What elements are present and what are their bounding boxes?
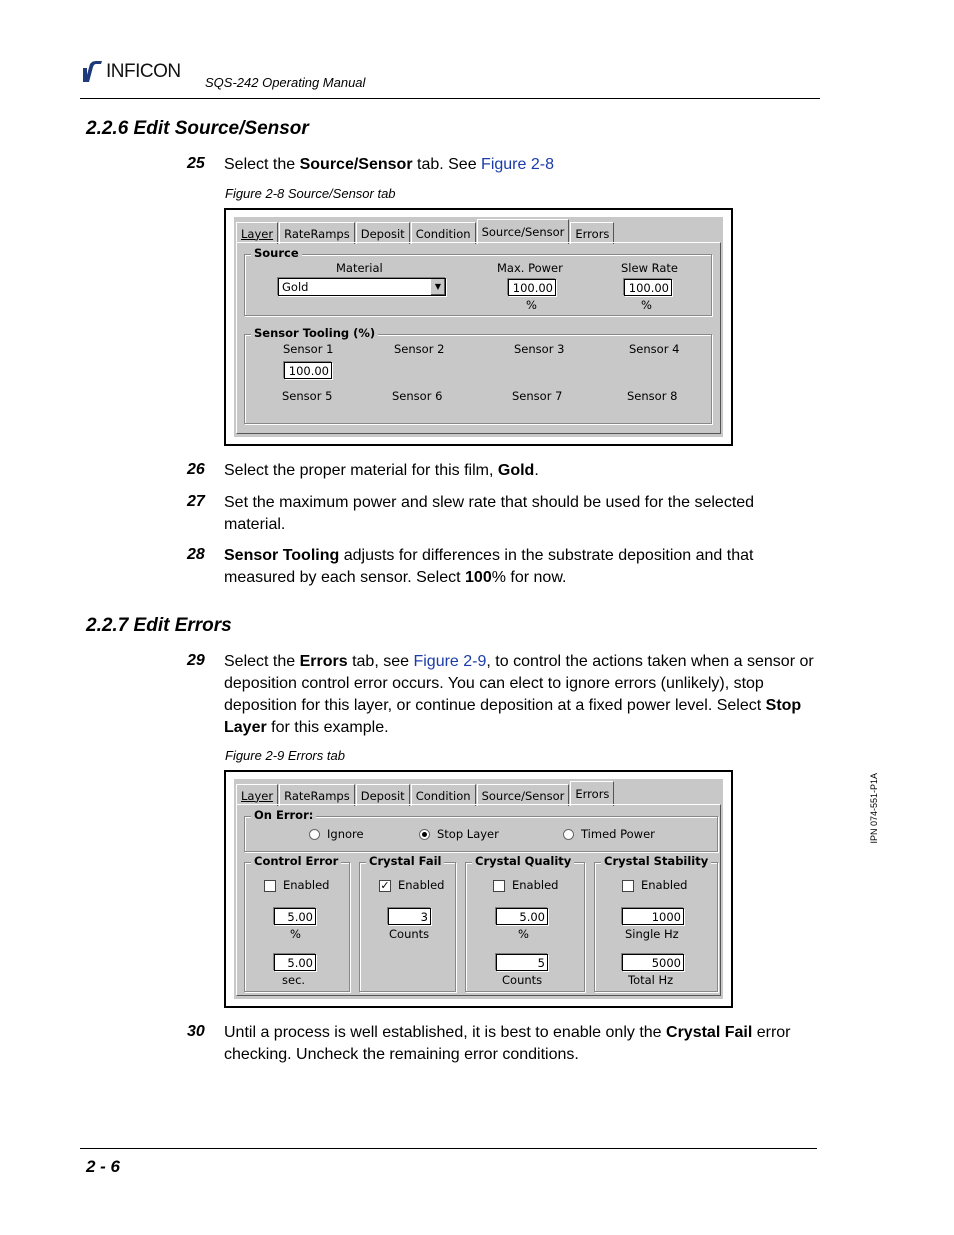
tab-deposit[interactable]: Deposit bbox=[356, 222, 410, 244]
control-error-percent-input[interactable]: 5.00 bbox=[274, 908, 316, 925]
group-title: On Error: bbox=[251, 808, 316, 822]
max-power-input[interactable]: 100.00 bbox=[508, 279, 556, 296]
footer-divider bbox=[80, 1148, 817, 1149]
section-heading-2-2-7: 2.2.7 Edit Errors bbox=[86, 615, 232, 636]
sensor-7-label: Sensor 7 bbox=[512, 389, 563, 403]
ignore-radio[interactable] bbox=[309, 829, 320, 840]
figure-caption: Figure 2-8 Source/Sensor tab bbox=[225, 186, 396, 201]
group-title: Source bbox=[251, 246, 302, 260]
step-number: 29 bbox=[187, 652, 205, 669]
header-divider bbox=[80, 98, 820, 99]
tab-panel bbox=[236, 242, 721, 434]
radio-selected-dot bbox=[422, 832, 427, 837]
single-hz-input[interactable]: 1000 bbox=[622, 908, 684, 925]
section-heading-2-2-6: 2.2.6 Edit Source/Sensor bbox=[86, 118, 309, 139]
crystal-fail-enabled-checkbox[interactable] bbox=[379, 880, 391, 892]
step-number: 27 bbox=[187, 493, 205, 510]
manual-title: SQS-242 Operating Manual bbox=[205, 75, 366, 90]
tab-condition[interactable]: Condition bbox=[411, 784, 476, 806]
sensor-5-label: Sensor 5 bbox=[282, 389, 333, 403]
on-error-group bbox=[244, 808, 718, 852]
step-text: Select the Source/Sensor tab. See Figure 2-8 bbox=[224, 156, 554, 173]
unit-label: % bbox=[518, 927, 529, 941]
material-select[interactable]: Gold ▼ bbox=[278, 278, 446, 296]
step-number: 28 bbox=[187, 546, 205, 563]
inficon-logo-mark-icon bbox=[82, 60, 104, 84]
sensor-3-label: Sensor 3 bbox=[514, 342, 565, 356]
figure-caption: Figure 2-9 Errors tab bbox=[225, 748, 345, 763]
timed-power-label: Timed Power bbox=[581, 827, 655, 841]
slew-rate-label: Slew Rate bbox=[621, 261, 679, 275]
step-text: Until a process is well established, it is best to enable only the Crystal Fail error checking. Uncheck the remaining error conditions. bbox=[224, 1024, 791, 1063]
crystal-stability-enabled-checkbox[interactable] bbox=[622, 880, 634, 892]
ignore-label: Ignore bbox=[327, 827, 364, 841]
figure-source-sensor-screenshot bbox=[224, 208, 733, 446]
tab-source-sensor[interactable]: Source/Sensor bbox=[477, 784, 570, 806]
enabled-label: Enabled bbox=[283, 878, 330, 892]
group-title: Control Error bbox=[251, 854, 341, 868]
figure-errors-screenshot bbox=[224, 770, 733, 1008]
tab-errors[interactable]: Errors bbox=[570, 222, 614, 244]
sensor-1-input[interactable]: 100.00 bbox=[284, 362, 332, 379]
tab-source-sensor[interactable]: Source/Sensor bbox=[477, 219, 570, 244]
unit-label: sec. bbox=[282, 973, 306, 987]
crystal-quality-enabled-checkbox[interactable] bbox=[493, 880, 505, 892]
control-error-seconds-input[interactable]: 5.00 bbox=[274, 954, 316, 971]
sensor-4-label: Sensor 4 bbox=[629, 342, 680, 356]
dialog bbox=[234, 217, 723, 437]
stop-layer-radio[interactable] bbox=[419, 829, 430, 840]
enabled-label: Enabled bbox=[398, 878, 445, 892]
group-title: Sensor Tooling (%) bbox=[251, 326, 378, 340]
sensor-tooling-group bbox=[244, 326, 712, 424]
sensor-2-label: Sensor 2 bbox=[394, 342, 445, 356]
unit-label: Total Hz bbox=[628, 973, 674, 987]
unit-label: % bbox=[641, 298, 652, 312]
tab-deposit[interactable]: Deposit bbox=[356, 784, 410, 806]
tab-rateramps[interactable]: RateRamps bbox=[279, 784, 355, 806]
tab-layer[interactable]: Layer bbox=[236, 222, 278, 244]
unit-label: % bbox=[526, 298, 537, 312]
dialog bbox=[234, 779, 723, 999]
unit-label: Counts bbox=[389, 927, 430, 941]
enabled-label: Enabled bbox=[512, 878, 559, 892]
sensor-1-label: Sensor 1 bbox=[283, 342, 334, 356]
timed-power-radio[interactable] bbox=[563, 829, 574, 840]
step-text: Select the proper material for this film, Gold. bbox=[224, 462, 539, 479]
step-text: Select the Errors tab, see Figure 2-9, to control the actions taken when a sensor or deposition control error occurs. You can elect to ignore errors (unlikely), stop deposition for this layer, or continue deposition at a fixed power level. Select Stop Layer for this example. bbox=[224, 653, 814, 736]
tab-panel bbox=[236, 804, 721, 996]
tab-rateramps[interactable]: RateRamps bbox=[279, 222, 355, 244]
step-number: 30 bbox=[187, 1023, 205, 1040]
page-number: 2 - 6 bbox=[86, 1157, 121, 1176]
material-label: Material bbox=[336, 261, 383, 275]
source-group bbox=[244, 246, 712, 316]
tab-bar bbox=[236, 781, 615, 805]
control-error-enabled-checkbox[interactable] bbox=[264, 880, 276, 892]
enabled-label: Enabled bbox=[641, 878, 688, 892]
max-power-label: Max. Power bbox=[497, 261, 563, 275]
unit-label: Counts bbox=[502, 973, 543, 987]
checkmark-icon: ✓ bbox=[380, 879, 390, 892]
step-number: 26 bbox=[187, 461, 205, 478]
chevron-down-icon[interactable]: ▼ bbox=[430, 279, 445, 295]
tab-layer[interactable]: Layer bbox=[236, 784, 278, 806]
crystal-stability-group bbox=[594, 854, 718, 992]
unit-label: % bbox=[290, 927, 301, 941]
figure-link[interactable]: Figure 2-8 bbox=[481, 156, 554, 173]
tab-bar bbox=[236, 219, 615, 243]
inficon-logo bbox=[82, 59, 181, 85]
group-title: Crystal Fail bbox=[366, 854, 444, 868]
total-hz-input[interactable]: 5000 bbox=[622, 954, 684, 971]
crystal-fail-group bbox=[359, 854, 456, 992]
control-error-group bbox=[244, 854, 350, 992]
tab-errors[interactable]: Errors bbox=[570, 781, 614, 806]
tab-condition[interactable]: Condition bbox=[411, 222, 476, 244]
group-title: Crystal Quality bbox=[472, 854, 574, 868]
crystal-quality-group bbox=[465, 854, 585, 992]
unit-label: Single Hz bbox=[625, 927, 679, 941]
step-number: 25 bbox=[187, 155, 205, 172]
stop-layer-label: Stop Layer bbox=[437, 827, 499, 841]
step-text: Sensor Tooling adjusts for differences in the substrate deposition and that measured by each sensor. Select 100% for now. bbox=[224, 547, 754, 586]
sensor-6-label: Sensor 6 bbox=[392, 389, 443, 403]
group-title: Crystal Stability bbox=[601, 854, 711, 868]
brand-name: INFICON bbox=[106, 61, 181, 82]
sensor-8-label: Sensor 8 bbox=[627, 389, 678, 403]
crystal-quality-percent-input[interactable]: 5.00 bbox=[496, 908, 548, 925]
crystal-quality-counts-input[interactable]: 5 bbox=[496, 954, 548, 971]
step-text: Set the maximum power and slew rate that should be used for the selected material. bbox=[224, 494, 755, 533]
crystal-fail-counts-input[interactable]: 3 bbox=[388, 908, 431, 925]
ipn-label: IPN 074-551-P1A bbox=[869, 773, 879, 844]
figure-link[interactable]: Figure 2-9 bbox=[413, 653, 487, 670]
slew-rate-input[interactable]: 100.00 bbox=[624, 279, 672, 296]
